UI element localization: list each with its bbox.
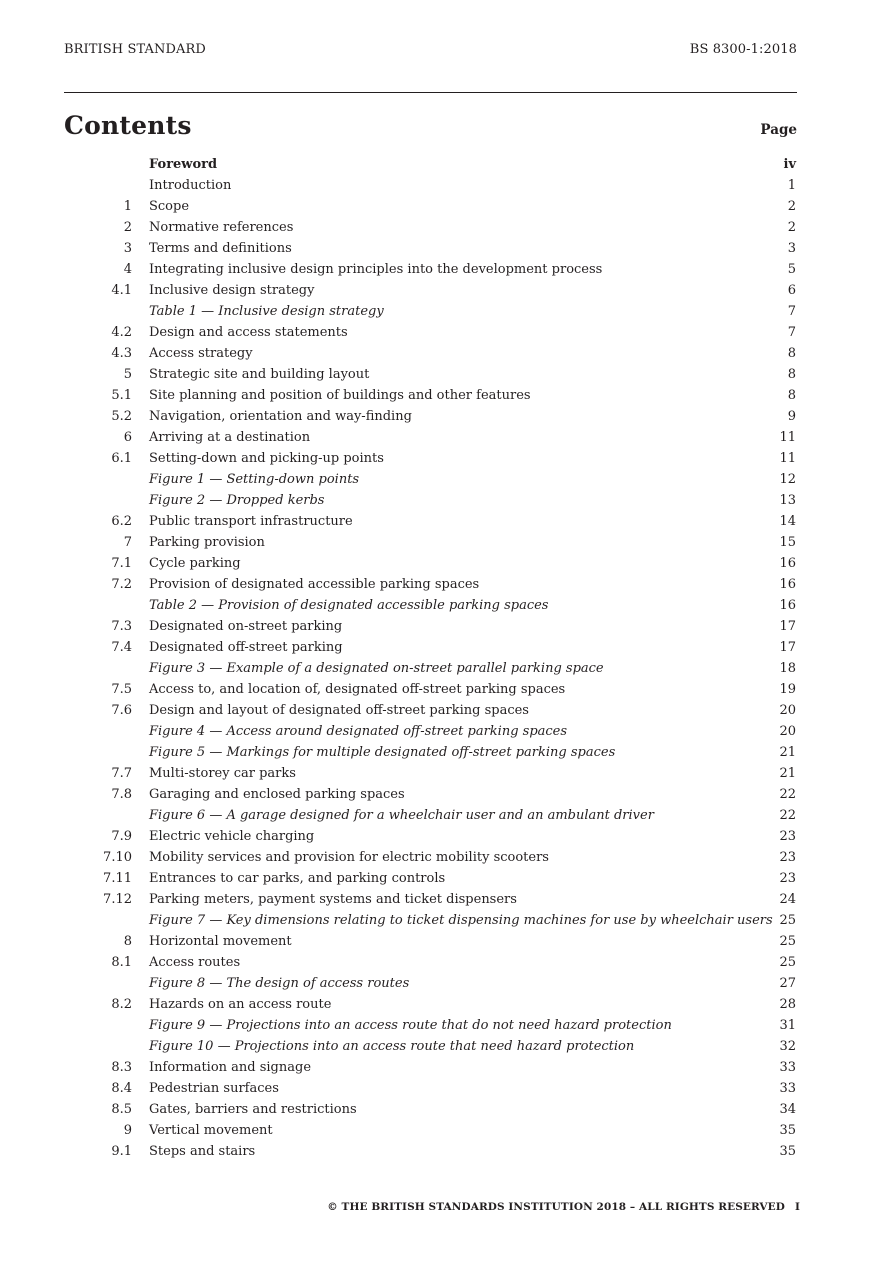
toc-entry-page: 2	[787, 199, 796, 214]
toc-entry-page: 7	[787, 325, 796, 340]
toc-entry-title: Arriving at a destination	[149, 430, 311, 445]
toc-entry-page: 25	[779, 913, 796, 928]
toc-entry-page: 32	[779, 1039, 796, 1054]
toc-entry-page: 14	[779, 514, 796, 529]
toc-entry-number: 4.2	[111, 325, 132, 340]
toc-entry-page: 15	[779, 535, 796, 550]
toc-entry-page: 20	[779, 724, 796, 739]
toc-entry-title: Scope	[149, 199, 190, 214]
toc-entry[interactable]	[0, 784, 892, 805]
toc-entry-page: 22	[779, 808, 796, 823]
toc-entry-title: Entrances to car parks, and parking controls	[149, 871, 446, 886]
toc-entry-title: Inclusive design strategy	[149, 283, 315, 298]
toc-entry-page: 3	[787, 241, 796, 256]
copyright-notice: © THE BRITISH STANDARDS INSTITUTION 2018 – ALL RIGHTS RESERVED	[327, 1201, 785, 1213]
toc-entry-number: 8.4	[111, 1081, 132, 1096]
toc-entry-page: 28	[779, 997, 796, 1012]
toc-entry-page: 35	[779, 1144, 796, 1159]
toc-entry-number: 9	[123, 1123, 132, 1138]
toc-entry-page: 2	[787, 220, 796, 235]
header-rule	[64, 92, 797, 93]
toc-entry-number: 6.2	[111, 514, 132, 529]
toc-entry-page: 20	[779, 703, 796, 718]
toc-entry[interactable]	[0, 343, 892, 364]
toc-entry-number: 7.3	[111, 619, 132, 634]
toc-entry-page: 17	[779, 619, 796, 634]
toc-entry-title: Setting-down and picking-up points	[149, 451, 384, 466]
toc-entry[interactable]	[0, 427, 892, 448]
toc-entry-title: Pedestrian surfaces	[149, 1081, 279, 1096]
toc-entry[interactable]	[0, 1078, 892, 1099]
page-column-label: Page	[760, 122, 797, 138]
toc-entry[interactable]	[0, 637, 892, 658]
toc-entry-number: 7.11	[103, 871, 132, 886]
toc-entry-number: 6.1	[111, 451, 132, 466]
toc-entry-page: 11	[779, 430, 796, 445]
toc-entry-title: Parking meters, payment systems and ticket dispensers	[149, 892, 517, 907]
toc-entry-number: 8	[123, 934, 132, 949]
toc-entry-title: Hazards on an access route	[149, 997, 332, 1012]
toc-entry-page: 24	[779, 892, 796, 907]
header-left: BRITISH STANDARD	[64, 42, 206, 57]
toc-entry-number: 4.3	[111, 346, 132, 361]
toc-entry[interactable]	[0, 553, 892, 574]
toc-entry-title: Mobility services and provision for electric mobility scooters	[149, 850, 549, 865]
toc-entry-page: 31	[779, 1018, 796, 1033]
toc-entry-number: 7.5	[111, 682, 132, 697]
toc-entry-number: 5	[123, 367, 132, 382]
toc-entry-page: 23	[779, 871, 796, 886]
toc-entry[interactable]	[0, 700, 892, 721]
toc-entry[interactable]	[0, 721, 892, 742]
toc-entry[interactable]	[0, 931, 892, 952]
toc-entry-number: 3	[123, 241, 132, 256]
toc-entry-page: 19	[779, 682, 796, 697]
toc-entry-page: 25	[779, 934, 796, 949]
toc-entry[interactable]	[0, 1015, 892, 1036]
toc-entry-page: 17	[779, 640, 796, 655]
toc-entry-page: iv	[783, 157, 796, 172]
toc-entry[interactable]	[0, 532, 892, 553]
toc-entry-page: 21	[779, 766, 796, 781]
toc-entry[interactable]	[0, 763, 892, 784]
header-right: BS 8300-1:2018	[689, 42, 797, 57]
table-of-contents	[0, 154, 892, 1162]
toc-entry[interactable]	[0, 364, 892, 385]
toc-entry-number: 2	[123, 220, 132, 235]
toc-entry-title: Figure 7 — Key dimensions relating to ticket dispensing machines for use by wheelchair users	[149, 913, 773, 928]
toc-entry-title: Provision of designated accessible parking spaces	[149, 577, 480, 592]
toc-entry-number: 7.7	[111, 766, 132, 781]
page-title: Contents	[64, 111, 192, 140]
toc-entry-title: Figure 3 — Example of a designated on-street parallel parking space	[149, 661, 604, 676]
toc-entry[interactable]	[0, 805, 892, 826]
toc-entry-title: Navigation, orientation and way-finding	[149, 409, 412, 424]
toc-entry-number: 7.8	[111, 787, 132, 802]
toc-entry-title: Figure 8 — The design of access routes	[149, 976, 410, 991]
toc-entry[interactable]	[0, 490, 892, 511]
toc-entry-page: 35	[779, 1123, 796, 1138]
toc-entry[interactable]	[0, 910, 892, 931]
toc-entry-number: 7.6	[111, 703, 132, 718]
toc-entry-number: 8.2	[111, 997, 132, 1012]
toc-entry-title: Gates, barriers and restrictions	[149, 1102, 357, 1117]
toc-entry[interactable]	[0, 973, 892, 994]
toc-entry-title: Cycle parking	[149, 556, 241, 571]
page-folio: I	[794, 1201, 800, 1213]
toc-entry-page: 23	[779, 850, 796, 865]
toc-entry-page: 8	[787, 367, 796, 382]
toc-entry[interactable]	[0, 154, 892, 175]
toc-entry-title: Parking provision	[149, 535, 265, 550]
toc-entry-page: 1	[787, 178, 796, 193]
toc-entry-number: 6	[123, 430, 132, 445]
toc-entry-title: Designated off-street parking	[149, 640, 343, 655]
toc-entry-title: Table 2 — Provision of designated accessible parking spaces	[149, 598, 549, 613]
toc-entry[interactable]	[0, 322, 892, 343]
toc-entry[interactable]	[0, 1120, 892, 1141]
toc-entry-title: Terms and definitions	[149, 241, 292, 256]
toc-entry-title: Normative references	[149, 220, 294, 235]
toc-entry[interactable]	[0, 847, 892, 868]
running-header	[64, 42, 797, 57]
toc-entry[interactable]	[0, 511, 892, 532]
toc-entry-page: 33	[779, 1081, 796, 1096]
toc-entry[interactable]	[0, 175, 892, 196]
toc-entry-title: Access to, and location of, designated off-street parking spaces	[149, 682, 566, 697]
toc-entry[interactable]	[0, 469, 892, 490]
toc-entry-page: 22	[779, 787, 796, 802]
toc-entry-number: 8.5	[111, 1102, 132, 1117]
toc-entry[interactable]	[0, 406, 892, 427]
toc-entry-title: Design and layout of designated off-street parking spaces	[149, 703, 529, 718]
toc-entry-page: 25	[779, 955, 796, 970]
toc-entry-number: 7.4	[111, 640, 132, 655]
toc-entry-number: 7.10	[103, 850, 132, 865]
toc-entry[interactable]	[0, 385, 892, 406]
toc-entry-page: 7	[787, 304, 796, 319]
toc-entry-title: Integrating inclusive design principles into the development process	[149, 262, 603, 277]
toc-entry-page: 16	[779, 598, 796, 613]
toc-entry[interactable]	[0, 889, 892, 910]
toc-entry-page: 11	[779, 451, 796, 466]
toc-entry[interactable]	[0, 1141, 892, 1162]
toc-entry-page: 8	[787, 388, 796, 403]
toc-entry[interactable]	[0, 616, 892, 637]
toc-entry[interactable]	[0, 259, 892, 280]
toc-entry-page: 16	[779, 577, 796, 592]
toc-entry-number: 8.1	[111, 955, 132, 970]
toc-entry[interactable]	[0, 1099, 892, 1120]
toc-entry[interactable]	[0, 595, 892, 616]
toc-entry-number: 7	[123, 535, 132, 550]
toc-entry-number: 4.1	[111, 283, 132, 298]
toc-entry[interactable]	[0, 217, 892, 238]
toc-entry-title: Designated on-street parking	[149, 619, 343, 634]
toc-entry-number: 7.2	[111, 577, 132, 592]
toc-entry-page: 18	[779, 661, 796, 676]
toc-entry-title: Figure 2 — Dropped kerbs	[149, 493, 325, 508]
toc-entry-page: 6	[787, 283, 796, 298]
toc-entry-number: 5.2	[111, 409, 132, 424]
toc-entry[interactable]	[0, 1057, 892, 1078]
toc-entry[interactable]	[0, 1036, 892, 1057]
toc-entry[interactable]	[0, 238, 892, 259]
toc-entry-page: 12	[779, 472, 796, 487]
toc-entry-title: Introduction	[149, 178, 232, 193]
toc-entry-number: 1	[123, 199, 132, 214]
toc-entry[interactable]	[0, 742, 892, 763]
toc-entry-page: 13	[779, 493, 796, 508]
toc-entry[interactable]	[0, 868, 892, 889]
toc-entry-number: 5.1	[111, 388, 132, 403]
toc-entry[interactable]	[0, 658, 892, 679]
toc-entry-title: Vertical movement	[149, 1123, 273, 1138]
toc-entry-title: Figure 10 — Projections into an access route that need hazard protection	[149, 1039, 635, 1054]
toc-entry-title: Design and access statements	[149, 325, 348, 340]
toc-entry-title: Foreword	[149, 157, 218, 172]
page-footer	[327, 1201, 800, 1213]
toc-entry-number: 8.3	[111, 1060, 132, 1075]
toc-entry[interactable]	[0, 301, 892, 322]
toc-entry[interactable]	[0, 826, 892, 847]
toc-entry-title: Figure 6 — A garage designed for a wheelchair user and an ambulant driver	[149, 808, 654, 823]
toc-entry-title: Table 1 — Inclusive design strategy	[149, 304, 384, 319]
toc-entry-title: Figure 9 — Projections into an access route that do not need hazard protection	[149, 1018, 672, 1033]
toc-entry-title: Strategic site and building layout	[149, 367, 370, 382]
toc-entry[interactable]	[0, 679, 892, 700]
toc-entry-page: 5	[787, 262, 796, 277]
toc-entry-page: 8	[787, 346, 796, 361]
toc-entry-page: 16	[779, 556, 796, 571]
toc-entry-title: Electric vehicle charging	[149, 829, 315, 844]
toc-entry[interactable]	[0, 196, 892, 217]
toc-entry-number: 7.1	[111, 556, 132, 571]
toc-entry-title: Figure 4 — Access around designated off-street parking spaces	[149, 724, 568, 739]
toc-entry-title: Figure 1 — Setting-down points	[149, 472, 360, 487]
toc-entry-title: Figure 5 — Markings for multiple designated off-street parking spaces	[149, 745, 616, 760]
toc-entry[interactable]	[0, 952, 892, 973]
toc-entry-title: Garaging and enclosed parking spaces	[149, 787, 405, 802]
toc-entry-number: 7.12	[103, 892, 132, 907]
toc-entry-title: Site planning and position of buildings and other features	[149, 388, 531, 403]
toc-entry-page: 23	[779, 829, 796, 844]
toc-entry-number: 7.9	[111, 829, 132, 844]
toc-entry-title: Access routes	[149, 955, 241, 970]
toc-entry-page: 9	[787, 409, 796, 424]
toc-entry-page: 27	[779, 976, 796, 991]
toc-entry-title: Multi-storey car parks	[149, 766, 296, 781]
toc-entry-page: 34	[779, 1102, 796, 1117]
toc-entry-title: Steps and stairs	[149, 1144, 256, 1159]
toc-entry[interactable]	[0, 994, 892, 1015]
toc-entry[interactable]	[0, 574, 892, 595]
toc-entry-title: Public transport infrastructure	[149, 514, 353, 529]
toc-entry-number: 9.1	[111, 1144, 132, 1159]
toc-entry-title: Horizontal movement	[149, 934, 292, 949]
toc-entry-title: Information and signage	[149, 1060, 312, 1075]
toc-entry[interactable]	[0, 448, 892, 469]
toc-entry[interactable]	[0, 280, 892, 301]
toc-entry-title: Access strategy	[149, 346, 253, 361]
toc-entry-page: 21	[779, 745, 796, 760]
toc-entry-page: 33	[779, 1060, 796, 1075]
toc-entry-number: 4	[123, 262, 132, 277]
